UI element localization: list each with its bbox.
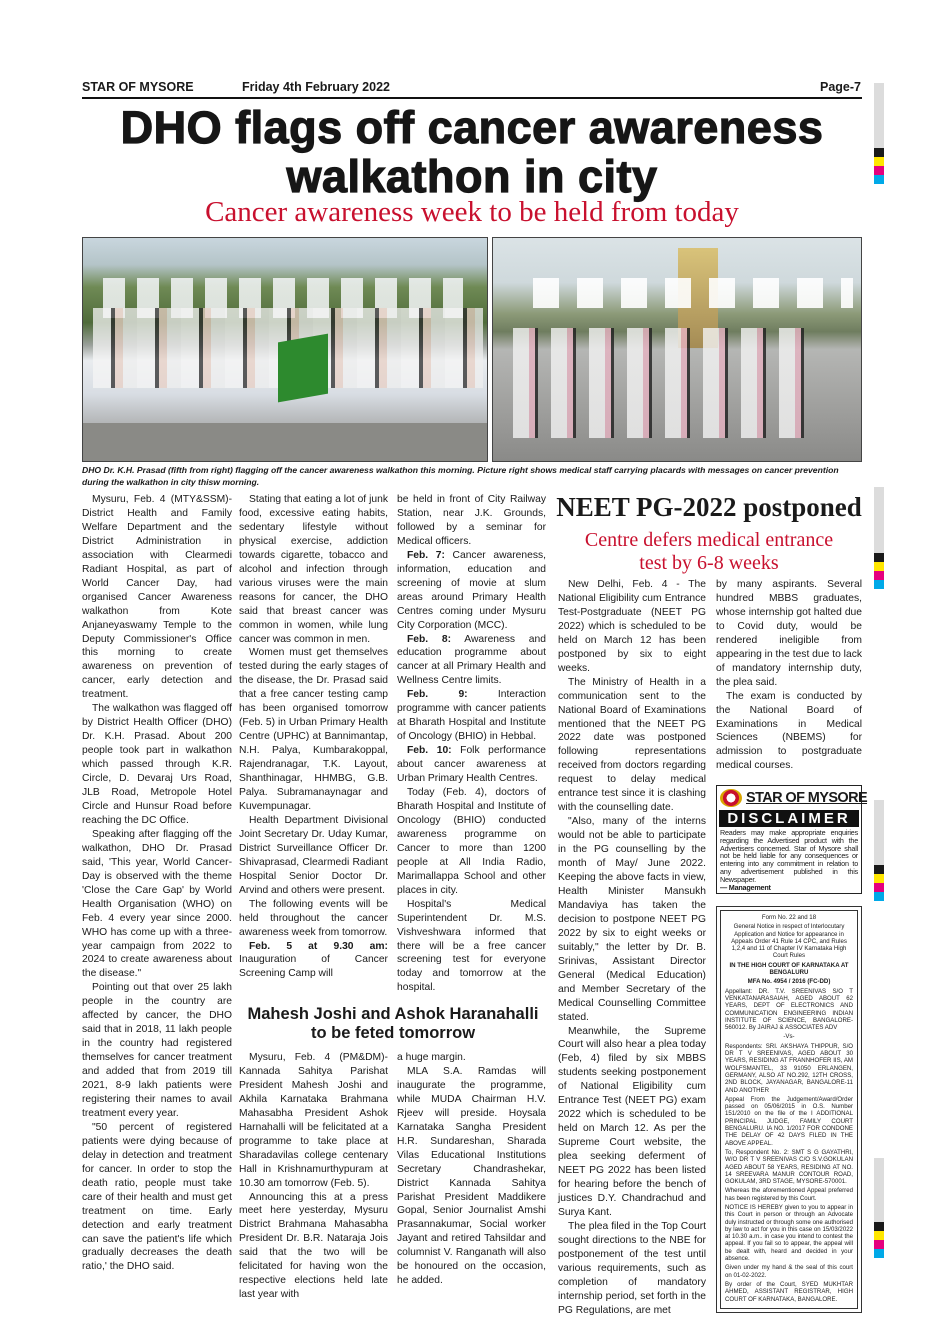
event-text: Folk performance about cancer awareness at Urban Primary Health Centres.	[397, 745, 546, 785]
paragraph: Health Department Divisional Joint Secretary Dr. Uday Kumar, District Surveillance Officer Dr. Shivaprasad, Clearmedi Radiant Hospital Senior Doctor Dr. Arvind and others were present.	[239, 814, 388, 896]
notice-body: NOTICE IS HEREBY given to you to appear in this Court in person or through an Advocate duly instructed or through some one authorised by law to act for you in this case on 15/03/2022 at 10.30 a.m.. in case you intend to contest the appeal. If you fail so to appear, the appeal will be dealt with, heard and decided in your absence.	[725, 1203, 853, 1263]
event-paragraph	[239, 940, 388, 982]
paragraph: The plea filed in the Top Court sought directions to the NBE for postponement of the test until various requirements, such as completion of mandatory internship period, set forth in the PG Regulations, are met	[558, 1220, 706, 1316]
paragraph: a huge margin.	[397, 1052, 466, 1063]
paragraph: by many aspirants. Several hundred MBBS graduates, whose internship got halted due to Covid duty, would be rendered ineligible from appearing in the test due to lack of mandatory internship duty, the plea said.	[716, 579, 862, 688]
event-paragraph	[397, 633, 546, 689]
event-paragraph	[397, 688, 546, 744]
event-date: Feb. 5 at 9.30 am:	[249, 940, 388, 952]
headline-line: walkathon in city	[286, 151, 658, 202]
event-text: Interaction programme with cancer patients at Bharath Hospital and Institute of Oncology (BHIO) in Hebbal.	[397, 689, 546, 743]
paragraph: Pointing out that over 25 lakh people in the country are affected by cancer, the DHO said that in 2018, 11 lakh people in the country had registered themselves for cancer treatment and added that from 2019 till 2021, 8-9 lakh patients were registering their names to avail treatment every year.	[82, 982, 232, 1119]
paragraph: MLA S.A. Ramdas will inaugurate the programme, while MUDA Chairman H.V. Rjeev will preside. Hoysala Karnataka Sangha President H.R. Sundareshan, Sharada Vilas Educational Institutions Secretary Chandrashekar, District Kannada Sahitya Parishat President Maddikere Gopal, Senior Journalist Amshi Prasannakumar, Social worker Jayant and retired Tahsildar and columnist V. Ranganath will also be honoured on the occasion, he added.	[397, 1065, 546, 1287]
newspaper-name: STAR OF MYSORE	[82, 80, 194, 94]
court-notice	[716, 906, 862, 1313]
color-registration-bar	[874, 800, 884, 901]
event-text: Inauguration of Cancer Screening Camp will	[239, 954, 388, 980]
notice-vs: -Vs-	[783, 1033, 795, 1041]
disclaimer-box	[716, 785, 868, 894]
paragraph: Announcing this at a press meet here yesterday, Mysuru District Brahmana Mahasabha President Dr. B.R. Nataraja Jois said that the two will be felicitated for having won the respective elections held late last year with	[239, 1191, 388, 1301]
header-rule	[82, 97, 862, 99]
green-flag	[278, 334, 328, 403]
disclaimer-signoff: — Management	[720, 882, 771, 892]
paragraph: Today (Feb. 4), doctors of Bharath Hospital and Institute of Oncology (BHIO) conducted awareness programme on Cancer to more than 1200 people at All India Radio, Marimallappa School and other places in city.	[397, 787, 546, 896]
felicitation-column-1	[239, 1051, 388, 1302]
neet-column-2	[716, 578, 862, 773]
lead-headline	[82, 103, 862, 201]
notice-whereas: Whereas the aforementioned Appeal preferred has been registered by this Court.	[725, 1187, 853, 1202]
notice-order: By order of the Court, SYED MUKHTAR AHMED, ASSISTANT REGISTRAR, HIGH COURT OF KARNATAKA, BANGALORE.	[725, 1280, 853, 1303]
notice-form: Form No. 22 and 18	[761, 914, 817, 921]
page-number: Page-7	[820, 80, 861, 94]
notice-intro: General Notice in respect of Interlocutary Application and Notice for appearance in Appeals Order 41 Rule 14 CPC, and Rules 1,2,4 and 11 of Chapter IV Karnataka High Court Rules	[731, 923, 847, 960]
felicitation-headline	[239, 1005, 547, 1043]
walkathon-flagoff-photo	[82, 237, 488, 462]
paragraph: "Also, many of the interns would not be able to participate in the PG counselling by the month of May/ June 2022. Keeping the above facts in view, Health Minister Mansukh Mandaviya has taken the decision to postpone NEET PG 2022 by six to eight weeks or suitably," the letter by Dr. B. Srinivas, Assistant Director General (Medical Education) and Member Secretary of the Medical Counselling Committee stated.	[558, 816, 706, 1023]
neet-subheadline	[556, 529, 862, 575]
headline-line: DHO flags off cancer awareness	[120, 102, 824, 153]
notice-to: To, Respondent No. 2: SMT S G GAYATHRI, W/O DR T V SREENIVAS C/O S.V.GOKULAN AGED ABOUT 58 YEARS, RESIDING AT NO. 14 SREEVARA MANUR CONTOUR ROAD, GOKULAM, 3RD STAGE, MYSORE-570001.	[725, 1148, 853, 1186]
lead-story-column-2	[239, 493, 388, 981]
paragraph: The exam is conducted by the National Board of Examinations in Medical Sciences (NBEMS) for admission to postgraduate medical courses.	[716, 690, 862, 772]
subheadline-line: test by 6-8 weeks	[639, 552, 779, 574]
notice-appellant: Appellant: DR. T.V. SREENIVAS S/O T VENKATANARASAIAH, AGED ABOUT 62 YEARS, DEPT OF ELECTRONICS AND COMMUNICATION ENGINEERING INDIAN INSTITUTE OF SCIENCE, BANGALORE-560012. By JAIRAJ & ASSOCIATES ADV	[725, 987, 853, 1032]
paragraph: Meanwhile, the Supreme Court will also hear a plea today (Feb, 4) filed by six MBBS students seeking postponement of National Eligibility cum Entrance Test (NEET PG) exam 2022 which is scheduled to be held on March 12. As per the Supreme Court website, the plea seeking deferment of NEET PG 2022 has been listed for hearing before the bench of justices D.Y. Chandrachud and Surya Kant.	[558, 1025, 706, 1218]
paragraph: Stating that eating a lot of junk food, excessive eating habits, sedentary lifestyle without physical exercise, addiction towards cigarette, tobacco and alcohol and infection through various viruses were the main reasons for cancer, the DHO said that breast cancer was common in women, while lung cancer was common in men.	[239, 494, 388, 645]
disclaimer-logo-text: STAR OF MYSORE	[746, 790, 868, 806]
paragraph: New Delhi, Feb. 4 - The National Eligibility cum Entrance Test-Postgraduate (NEET PG 2022) which is scheduled to be held on March 12 has been postponed by six to eight weeks.	[558, 579, 706, 674]
event-date: Feb. 9:	[407, 689, 468, 701]
color-registration-bar	[874, 1158, 884, 1258]
notice-respondents: Respondents: SRI. AKSHAYA THIPPUR, S/O DR T V SREENIVAS, AGED ABOUT 30 YEARS, RESIDING AT FRANNHOFER IIS, AM WOLFSMANTEL, 33 91050 ERLANGEN, GERMANY, ALSO AT NO.292, 12TH CROSS, 2ND BLOCK, JAYANAGAR, BANGALORE-11 AND ANOTHER	[725, 1042, 853, 1094]
color-registration-bar	[874, 487, 884, 589]
paragraph: Mysuru, Feb. 4 (MTY&SSM)- District Health and Family Welfare Department and the District Administration in association with Clearmedi Radiant Hospital, as part of World Cancer Day, had organised Cancer Awareness walkathon from Kote Anjaneyaswamy Temple to the Deputy Commissioner's Office this morning to create awareness on prevention of cancer, early detection and treatment.	[82, 494, 232, 701]
paragraph: "50 percent of registered patients were dying because of delay in detection and treatment for cancer. In order to stop the death ratio, people must take care of their health and must get treatment on time. Early detection and early treatment can save the patient's life which gradually decreases the death ratio,' the DHO said.	[82, 1121, 232, 1273]
event-date: Feb. 7:	[407, 549, 445, 561]
lead-story-column-1	[82, 493, 232, 1274]
caption-line: during the walkathon in city thisw morning.	[82, 477, 260, 487]
paragraph: Speaking after flagging off the walkathon, DHO Dr. Prasad said, 'This year, World Cancer-Day is observed with the theme 'Close the Care Gap' by World Health Organisation (WHO) on Feb. 4 every year since 2000. WHO has come up with a three-year campaign from 2022 to 2024 to create awareness about the disease."	[82, 828, 232, 980]
notice-court: IN THE HIGH COURT OF KARNATAKA AT BENGALURU	[729, 961, 849, 977]
paragraph: Hospital's Medical Superintendent Dr. M.S. Vishveshwara informed that there will be a free cancer screening test for everyone today and tomorrow at the hospital.	[397, 898, 546, 994]
event-date: Feb. 10:	[407, 745, 452, 757]
neet-headline: NEET PG-2022 postponed	[556, 492, 862, 522]
notice-given: Given under my hand & the seal of this court on 01-02-2022.	[725, 1264, 853, 1279]
photo-caption	[82, 464, 862, 488]
paragraph: Women must get themselves tested during the early stages of the disease, the Dr. Prasad said that a free cancer testing camp has been organised tomorrow (Feb. 5) in Urban Primary Health Centre (UPHC) at Bannimantap, N.H. Palya, Kumbarakoppal, Rajendranagar, T.K. Layout, Shanthinagar, HHMBG, G.B. Palya. Subramanaynagar and Kuvempunagar.	[239, 647, 388, 812]
notice-appeal: Appeal From the Judgement/Award/Order passed on 05/06/2015 in O.S. Number 151/2010 on the file of the I ADDITIONAL PRINCIPAL JUDGE, FAMILY COURT BENGALURU. IA NO. 1/2017 FOR CONDONE THE DELAY OF 42 DAYS FILED IN THE ABOVE APPEAL.	[725, 1095, 853, 1147]
lead-subheadline: Cancer awareness week to be held from today	[205, 196, 739, 228]
color-registration-bar	[874, 83, 884, 184]
disclaimer-body: Readers may make appropriate enquiries regarding the Advertised product with the Advertisers concerned. Star of Mysore shall not be held liable for any consequences or entering into any commitment in relation to any advertisement published in this Newspaper.	[720, 828, 858, 884]
paragraph: The following events will be held throughout the cancer awareness week from tomorrow.	[239, 898, 388, 938]
event-paragraph	[397, 549, 546, 633]
star-of-mysore-emblem-icon	[720, 789, 742, 807]
paragraph: Mysuru, Feb. 4 (PM&DM)- Kannada Sahitya Parishat President Mahesh Joshi and Akhila Karnataka Brahmana Mahasabha President Ashok Harnahalli will be felicitated at a programme to take place at Sharadavilas college centenary Hall in Krishnamurthypuram at 10.30 am tomorrow (Feb. 5).	[239, 1052, 388, 1189]
neet-column-1	[558, 578, 706, 1318]
paragraph: The Ministry of Health in a communication sent to the National Board of Examinations mentioned that the NEET PG 2022 date was postponed following representations received from doctors regarding request to delay medical entrance test since it is clashing with the counselling date.	[558, 676, 706, 814]
felicitation-column-2	[397, 1051, 546, 1288]
paragraph: be held in front of City Railway Station, near J.K. Grounds, followed by a seminar for Medical officers.	[397, 494, 546, 547]
event-text: Awareness and education programme about cancer at all Primary Health and Wellness Centre limits.	[397, 633, 546, 687]
event-paragraph	[397, 744, 546, 786]
headline-line: to be feted tomorrow	[310, 1024, 476, 1042]
paragraph: The walkathon was flagged off by District Health Officer (DHO) Dr. K.H. Prasad. About 200 people took part in walkathon which passed through K.R. Circle, D. Devaraj Urs Road, JLB Road, Metropole Hotel Circle and Hunsur Road before reaching the DC Office.	[82, 703, 232, 826]
subheadline-line: Centre defers medical entrance	[584, 529, 834, 551]
notice-case-number: MFA No. 4954 / 2016 (FC-DD)	[747, 978, 831, 986]
caption-line: DHO Dr. K.H. Prasad (fifth from right) flagging off the cancer awareness walkathon this morning. Picture right shows medical staff carrying placards with messages on cancer prevention	[82, 465, 839, 475]
event-date: Feb. 8:	[407, 633, 452, 645]
walkathon-placards-photo	[492, 237, 862, 462]
event-text: Cancer awareness, information, education and screening of movie at slum areas around Primary Health Centres coming under Mysuru City Corporation (MCC).	[397, 549, 546, 631]
lead-story-column-3	[397, 493, 546, 995]
disclaimer-title: DISCLAIMER	[719, 810, 859, 827]
issue-date: Friday 4th February 2022	[242, 80, 390, 94]
headline-line: Mahesh Joshi and Ashok Haranahalli	[247, 1005, 539, 1023]
